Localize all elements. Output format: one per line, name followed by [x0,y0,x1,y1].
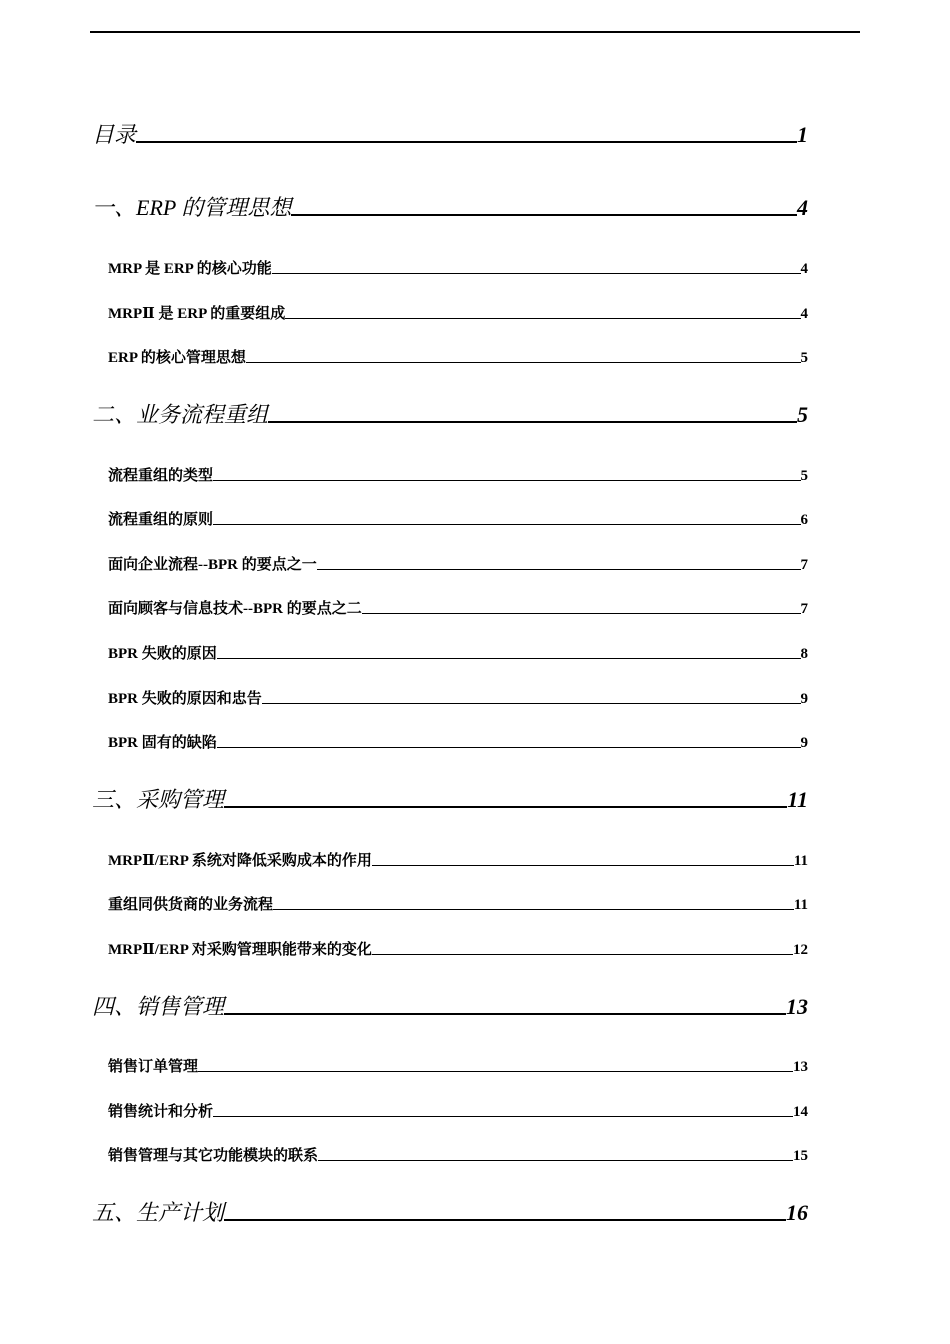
toc-page-number: 5 [797,402,808,427]
toc-page-number: 6 [800,512,808,528]
toc-item[interactable] [108,687,808,708]
toc-item[interactable] [108,893,808,914]
toc-entry-title: 销售管理与其它功能模块的联系 [108,1148,319,1164]
toc-entry-title: 流程重组的类型 [108,468,214,484]
toc-page-number: 1 [797,122,808,147]
toc-item[interactable] [108,1055,808,1076]
toc-section-5[interactable] [92,1196,808,1227]
toc-leader-line [213,1116,793,1117]
toc-leader-line [217,658,801,659]
toc-section-2[interactable] [92,398,808,429]
toc-leader-line [224,806,787,808]
toc-item[interactable] [108,1144,808,1165]
toc-item[interactable] [108,597,808,618]
toc-page-number: 15 [793,1148,808,1164]
toc-leader-line [213,480,800,481]
toc-entry-title: 销售订单管理 [108,1059,199,1075]
toc-entry-title: ERP 的核心管理思想 [108,350,246,366]
toc-item[interactable] [108,731,808,752]
toc-page-number: 5 [800,350,808,366]
toc-page-number: 14 [793,1104,808,1120]
toc-entry-title: 五、生产计划 [92,1200,225,1225]
toc-leader-line [272,273,801,274]
toc-entry-title: 目录 [92,122,137,147]
toc-leader-line [372,954,793,955]
toc-leader-line [285,318,800,319]
toc-page-number: 11 [793,897,808,913]
toc-page-number: 4 [800,306,808,322]
toc-leader-line [224,1013,786,1015]
toc-leader-line [318,1160,793,1161]
toc-leader-line [224,1219,786,1221]
toc-leader-line [246,362,801,363]
toc-item[interactable] [108,302,808,323]
toc-page-number: 4 [797,195,808,220]
toc-entry-title: MRPⅡ 是 ERP 的重要组成 [108,306,286,322]
toc-entry-title: MRPⅡ/ERP 对采购管理职能带来的变化 [108,942,372,958]
toc-page-number: 13 [793,1059,808,1075]
toc-entry-title: 三、采购管理 [92,787,225,812]
toc-item[interactable] [108,464,808,485]
toc-entry-title: 面向企业流程--BPR 的要点之一 [108,557,317,573]
toc-leader-line [291,214,797,216]
toc-page-number: 5 [800,468,808,484]
toc-leader-line [273,909,794,910]
toc-page-number: 13 [786,994,808,1019]
toc-page-number: 7 [800,557,808,573]
toc-leader-line [372,865,794,866]
toc-section-1[interactable] [92,191,808,222]
toc-entry-title: 二、业务流程重组 [92,402,269,427]
toc-entry-title: BPR 失败的原因和忠告 [108,691,262,707]
toc-leader-line [217,747,801,748]
toc-leader-line [262,703,801,704]
toc-entry-title: 流程重组的原则 [108,512,214,528]
toc-entry-title: 一、ERP 的管理思想 [92,195,292,220]
toc-page-number: 9 [800,691,808,707]
toc-page-number: 11 [793,853,808,869]
toc-entry-title: 面向顾客与信息技术--BPR 的要点之二 [108,601,362,617]
toc-page-number: 8 [800,646,808,662]
toc-item[interactable] [108,642,808,663]
toc-item[interactable] [108,938,808,959]
toc-page-number: 4 [800,261,808,277]
toc-page-number: 11 [787,787,808,812]
toc-page-number: 9 [800,735,808,751]
toc-entry-title: 重组同供货商的业务流程 [108,897,274,913]
toc-contents-entry[interactable] [92,118,808,149]
toc-leader-line [213,524,800,525]
toc-leader-line [317,569,801,570]
toc-item[interactable] [108,257,808,278]
toc-entry-title: MRPⅡ/ERP 系统对降低采购成本的作用 [108,853,372,869]
toc-item[interactable] [108,553,808,574]
toc-entry-title: BPR 固有的缺陷 [108,735,217,751]
toc-entry-title: MRP 是 ERP 的核心功能 [108,261,272,277]
toc-page-number: 12 [793,942,808,958]
toc-leader-line [198,1071,793,1072]
toc-leader-line [362,613,801,614]
toc-item[interactable] [108,1100,808,1121]
toc-item[interactable] [108,508,808,529]
toc-entry-title: 四、销售管理 [92,994,225,1019]
toc-page-number: 16 [786,1200,808,1225]
toc-entry-title: BPR 失败的原因 [108,646,217,662]
toc-item[interactable] [108,346,808,367]
toc-leader-line [136,141,797,143]
toc-section-3[interactable] [92,783,808,814]
toc-entry-title: 销售统计和分析 [108,1104,214,1120]
toc-section-4[interactable] [92,990,808,1021]
toc-item[interactable] [108,849,808,870]
toc-page-number: 7 [800,601,808,617]
toc-leader-line [268,421,797,423]
